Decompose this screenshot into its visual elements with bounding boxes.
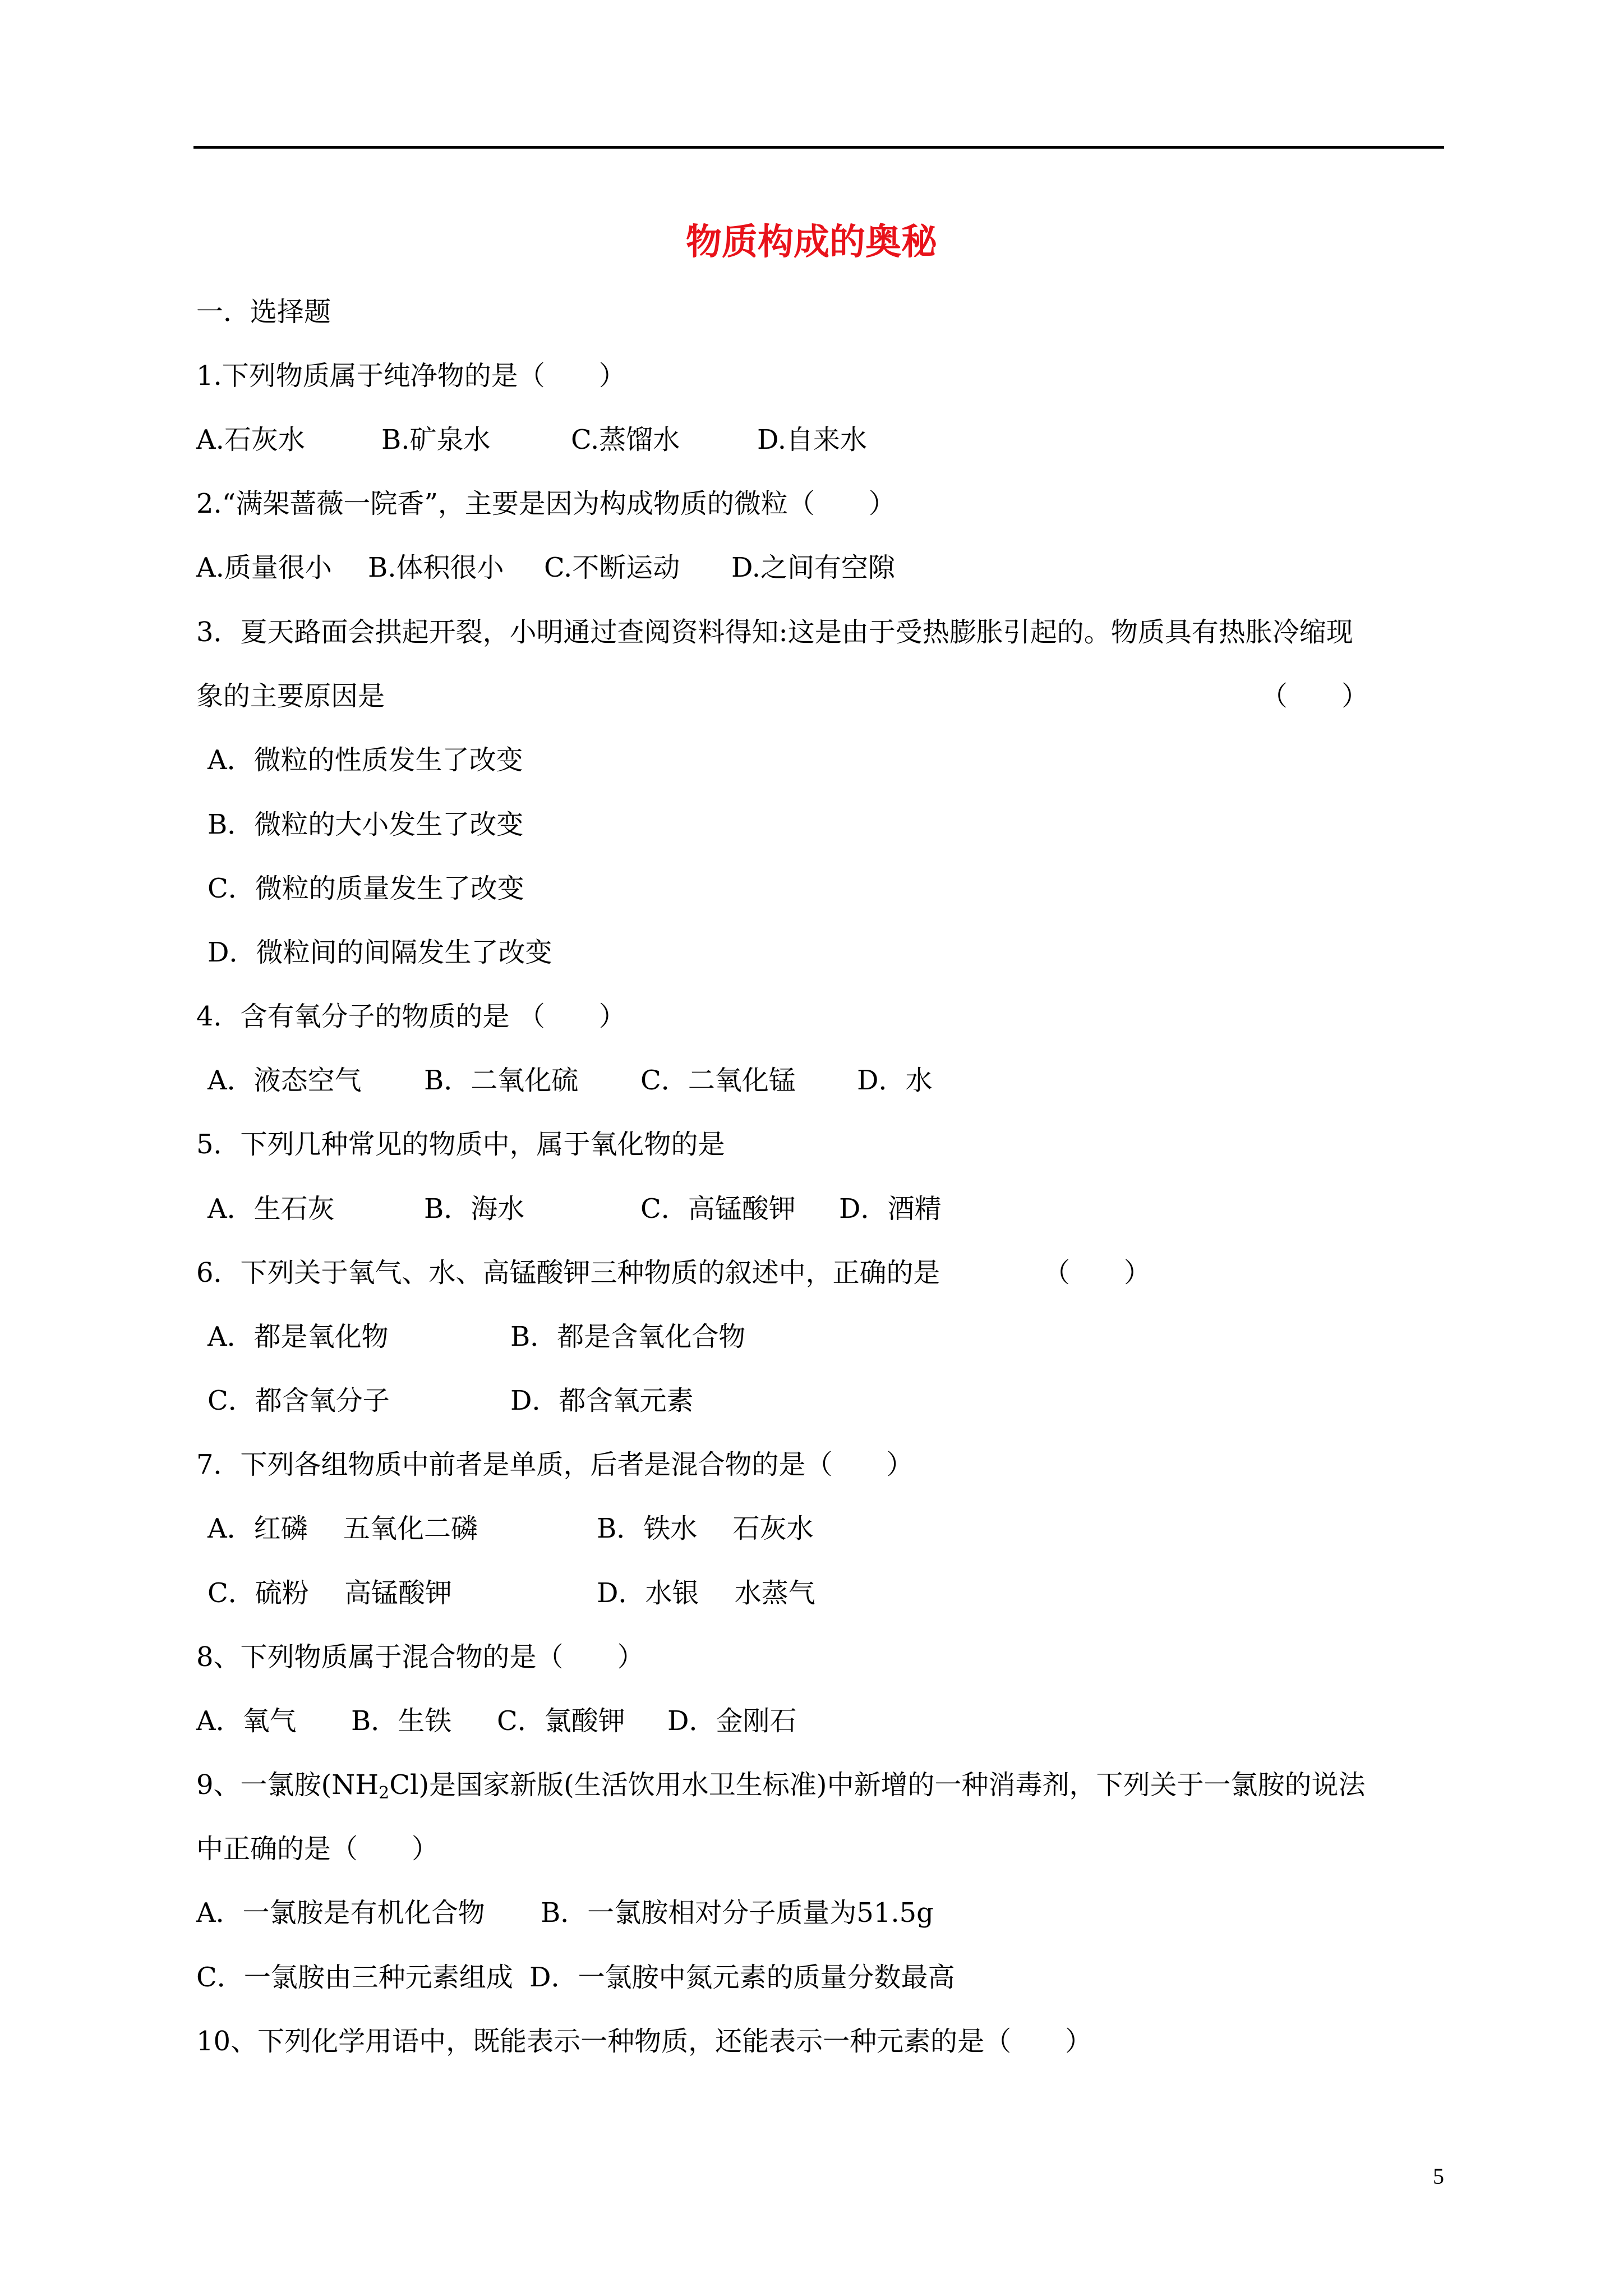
q2-option-c: C.不断运动 (544, 552, 680, 583)
q7-option-b: B．铁水 石灰水 (597, 1513, 814, 1544)
q4-option-b: B．二氧化硫 (424, 1065, 579, 1096)
q2-option-a: A.质量很小 (196, 552, 332, 583)
question-3-stem-cont: 象的主要原因是 (196, 680, 385, 712)
q5-option-a: A．生石灰 (208, 1193, 335, 1225)
q5-option-b: B．海水 (424, 1193, 525, 1225)
q9-stem-part2: Cl)是国家新版(生活饮用水卫生标准)中新增的一种消毒剂，下列关于一氯胺的说法 (389, 1769, 1366, 1801)
question-3-stem: 3．夏天路面会拱起开裂，小明通过查阅资料得知:这是由于受热膨胀引起的。物质具有热胀冷缩现 (196, 616, 1353, 648)
q1-option-a: A.石灰水 (196, 424, 305, 455)
q3-option-b: B．微粒的大小发生了改变 (208, 809, 524, 840)
question-4-stem: 4．含有氧分子的物质的是 （ ） (196, 1001, 626, 1032)
q7-option-a: A．红磷 五氧化二磷 (208, 1513, 478, 1544)
q5-option-d: D．酒精 (839, 1193, 942, 1225)
question-5-stem: 5．下列几种常见的物质中，属于氧化物的是 (196, 1129, 725, 1160)
q9-option-b: B．一氯胺相对分子质量为51.5g (541, 1897, 934, 1929)
q8-option-d: D．金刚石 (667, 1705, 797, 1737)
q9-option-c: C．一氯胺由三种元素组成 (196, 1962, 513, 1993)
q4-option-a: A．液态空气 (208, 1065, 362, 1096)
q6-answer-paren: （ ） (1043, 1257, 1151, 1289)
q9-option-a: A．一氯胺是有机化合物 (196, 1897, 485, 1929)
q3-option-d: D．微粒间的间隔发生了改变 (208, 937, 552, 968)
q1-option-d: D.自来水 (757, 424, 868, 455)
q5-option-c: C．高锰酸钾 (640, 1193, 796, 1225)
q2-option-b: B.体积很小 (368, 552, 504, 583)
q3-option-a: A．微粒的性质发生了改变 (208, 744, 523, 776)
q6-option-d: D．都含氧元素 (510, 1385, 694, 1416)
header-rule (193, 146, 1444, 149)
question-7-stem: 7．下列各组物质中前者是单质，后者是混合物的是（ ） (196, 1449, 914, 1480)
question-8-stem: 8、下列物质属于混合物的是（ ） (196, 1641, 644, 1673)
question-9-stem-cont: 中正确的是（ ） (196, 1833, 439, 1865)
question-2-stem: 2.“满架蔷薇一院香”，主要是因为构成物质的微粒（ ） (196, 488, 896, 519)
q9-option-d: D．一氯胺中氮元素的质量分数最高 (529, 1962, 955, 1993)
page-number: 5 (1433, 2164, 1444, 2189)
q2-option-d: D.之间有空隙 (731, 552, 896, 583)
q7-option-d: D．水银 水蒸气 (597, 1577, 815, 1609)
q7-option-c: C．硫粉 高锰酸钾 (208, 1577, 452, 1609)
q8-option-b: B．生铁 (351, 1705, 452, 1737)
q6-option-a: A．都是氧化物 (208, 1321, 389, 1352)
q8-option-a: A．氧气 (196, 1705, 297, 1737)
q3-option-c: C．微粒的质量发生了改变 (208, 873, 524, 904)
q8-option-c: C．氯酸钾 (497, 1705, 625, 1737)
page-title: 物质构成的奥秘 (686, 221, 937, 263)
question-6-stem: 6．下列关于氧气、水、高锰酸钾三种物质的叙述中，正确的是 (196, 1257, 940, 1289)
q6-option-c: C．都含氧分子 (208, 1385, 390, 1416)
q9-stem-part1: 9、一氯胺(NH (196, 1769, 379, 1801)
q1-option-c: C.蒸馏水 (571, 424, 680, 455)
section-heading: 一．选择题 (196, 296, 331, 328)
q3-answer-paren: （ ） (1261, 680, 1369, 712)
question-10-stem: 10、下列化学用语中，既能表示一种物质，还能表示一种元素的是（ ） (196, 2026, 1092, 2057)
q4-option-d: D．水 (857, 1065, 933, 1096)
q4-option-c: C．二氧化锰 (640, 1065, 796, 1096)
q1-option-b: B.矿泉水 (381, 424, 491, 455)
question-9-stem (196, 1768, 1366, 1810)
q9-subscript: 2 (379, 1783, 390, 1803)
q6-option-b: B．都是含氧化合物 (510, 1321, 746, 1352)
question-1-stem: 1.下列物质属于纯净物的是（ ） (196, 360, 626, 392)
